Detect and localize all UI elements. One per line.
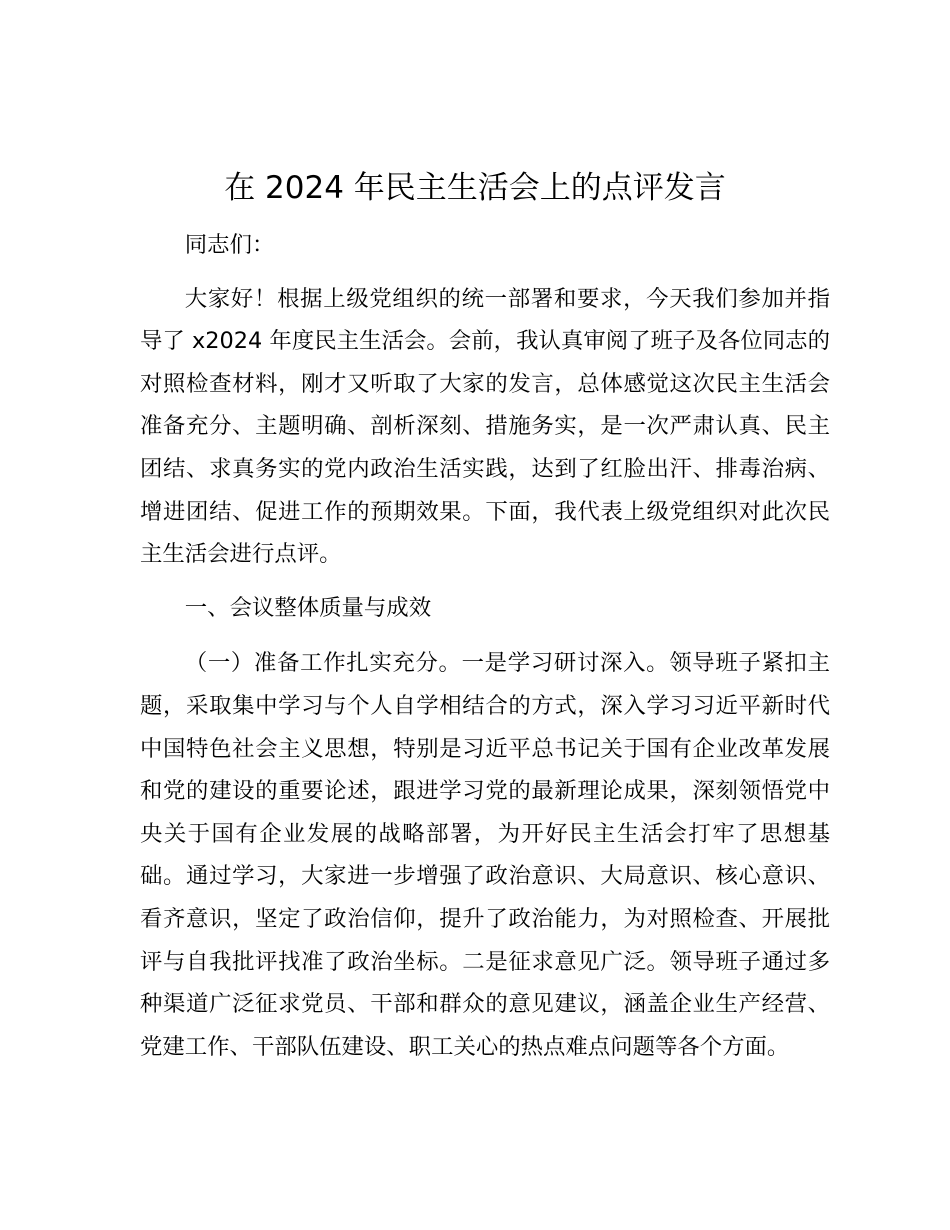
paragraph-preparation: （一）准备工作扎实充分。一是学习研讨深入。领导班子紧扣主题，采取集中学习与个人自学相结合的方式，深入学习习近平新时代中国特色社会主义思想，特别是习近平总书记关于国有企业改革发展和党的建设的重要论述，跟进学习党的最新理论成果，深刻领悟党中央关于国有企业发展的战略部署，为开好民主生活会打牢了思想基础。通过学习，大家进一步增强了政治意识、大局意识、核心意识、看齐意识，坚定了政治信仰，提升了政治能力，为对照检查、开展批评与自我批评找准了政治坐标。二是征求意见广泛。领导班子通过多种渠道广泛征求党员、干部和群众的意见建议，涵盖企业生产经营、党建工作、干部队伍建设、职工关心的热点难点问题等各个方面。	[140, 650, 830, 1060]
salutation: 同志们：	[184, 232, 275, 258]
paragraph-intro: 大家好！根据上级党组织的统一部署和要求，今天我们参加并指导了 x2024 年度民主生活会。会前，我认真审阅了班子及各位同志的对照检查材料，刚才又听取了大家的发言，总体感觉这次民主生活会准备充分、主题明确、剖析深刻、措施务实，是一次严肃认真、民主团结、求真务实的党内政治生活实践，达到了红脸出汗、排毒治病、增进团结、促进工作的预期效果。下面，我代表上级党组织对此次民主生活会进行点评。	[140, 285, 830, 568]
document-body	[140, 224, 830, 1068]
document-title: 在 2024 年民主生活会上的点评发言	[224, 170, 726, 206]
section-heading: 一、会议整体质量与成效	[184, 594, 432, 621]
